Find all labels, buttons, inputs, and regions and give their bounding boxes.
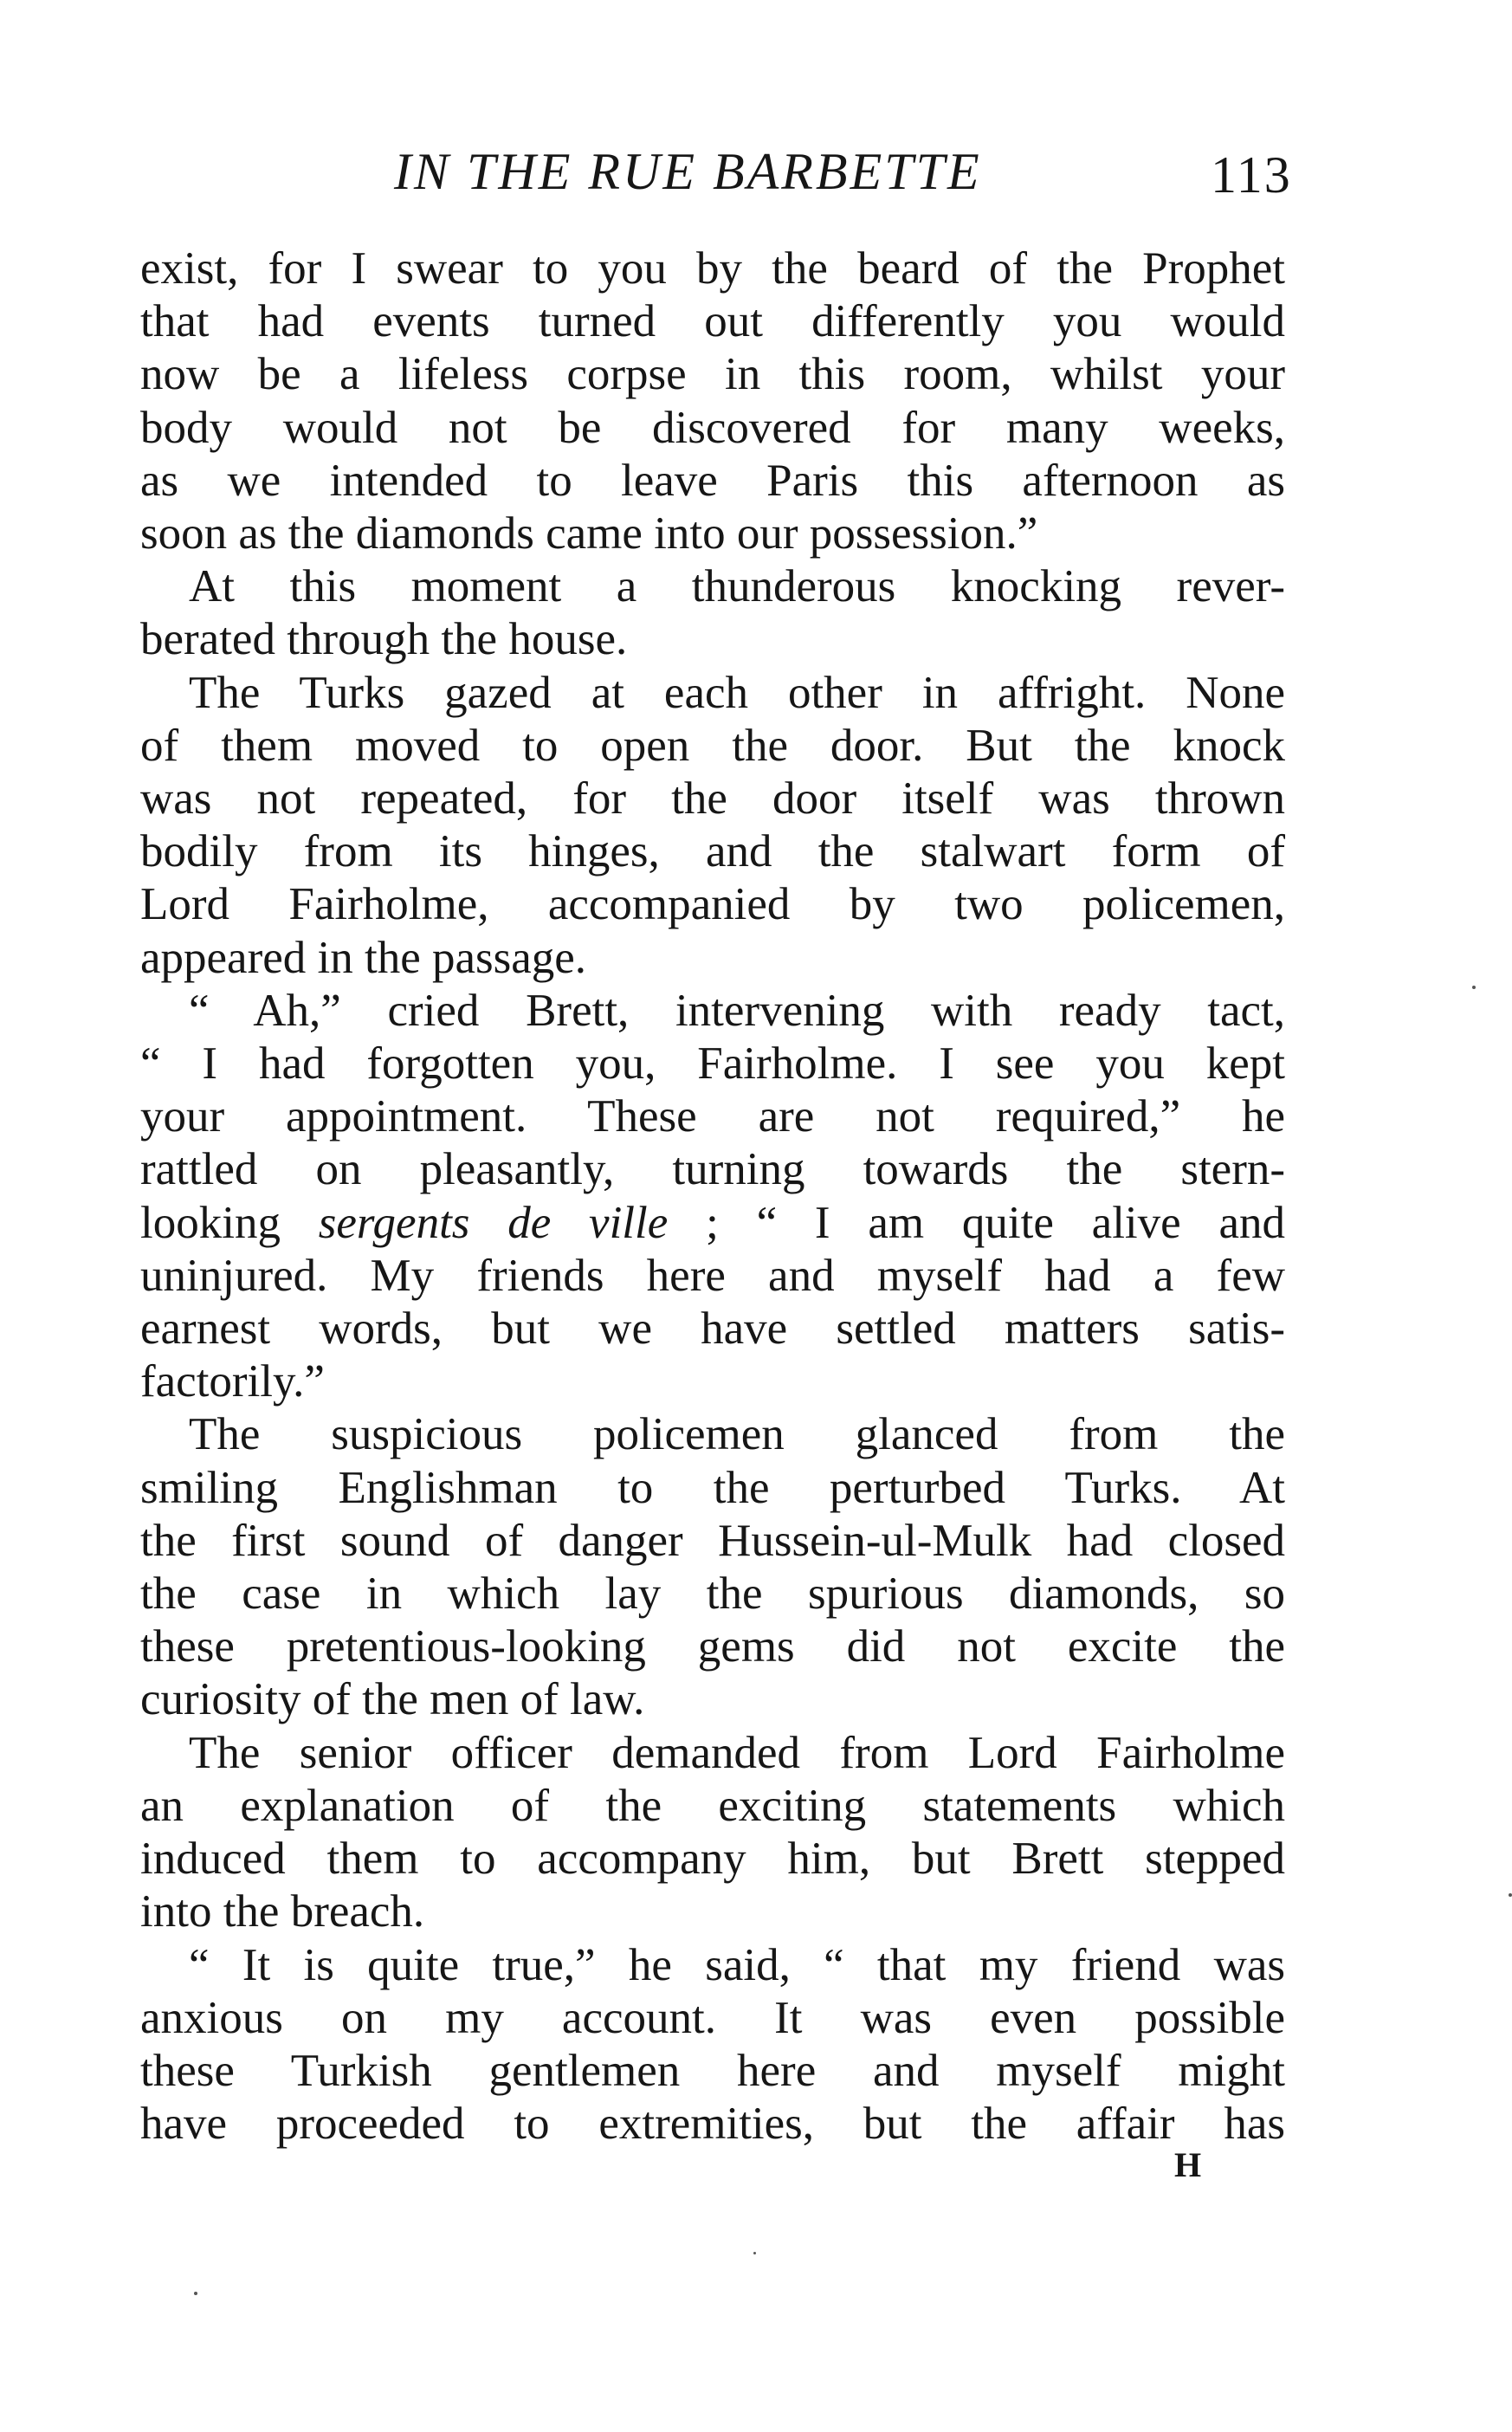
text-line: earnest words, but we have settled matters satis- <box>140 1303 1285 1355</box>
paper-speck <box>194 2292 197 2295</box>
text-line: At this moment a thunderous knocking rever- <box>189 561 1285 612</box>
text-line: Lord Fairholme, accompanied by two policemen, <box>140 879 1285 930</box>
text-line: have proceeded to extremities, but the affair has <box>140 2099 1285 2150</box>
text-line: The suspicious policemen glanced from the <box>189 1409 1285 1460</box>
text-line: soon as the diamonds came into our possession.” <box>140 508 1038 559</box>
text-line: that had events turned out differently you would <box>140 296 1285 347</box>
text-line: rattled on pleasantly, turning towards the stern- <box>140 1144 1285 1195</box>
text-line: as we intended to leave Paris this afternoon as <box>140 455 1285 506</box>
text-line: “ I had forgotten you, Fairholme. I see you kept <box>140 1038 1285 1090</box>
text-line: uninjured. My friends here and myself had a few <box>140 1250 1285 1301</box>
text-line: of them moved to open the door. But the knock <box>140 720 1285 771</box>
text-line: was not repeated, for the door itself was thrown <box>140 773 1285 825</box>
text-line: the first sound of danger Hussein-ul-Mulk had closed <box>140 1515 1285 1566</box>
signature-mark: H <box>1174 2145 1202 2184</box>
text-line: smiling Englishman to the perturbed Turks. At <box>140 1462 1285 1513</box>
text-line: body would not be discovered for many weeks, <box>140 402 1285 453</box>
text-line: “ Ah,” cried Brett, intervening with ready tact, <box>189 985 1285 1036</box>
text-line: appeared in the passage. <box>140 932 587 983</box>
text-line: “ It is quite true,” he said, “ that my friend was <box>189 1939 1285 1990</box>
text-line: The Turks gazed at each other in affright. None <box>189 667 1285 718</box>
page-number: 113 <box>1211 146 1292 204</box>
page-header <box>0 137 1512 206</box>
text-line: these pretentious-looking gems did not excite the <box>140 1621 1285 1672</box>
text-line: into the breach. <box>140 1886 425 1937</box>
text-line: bodily from its hinges, and the stalwart form of <box>140 826 1285 877</box>
paper-speck <box>753 2252 756 2254</box>
italic-phrase: sergents de ville <box>318 1197 669 1248</box>
paper-speck <box>1509 1893 1512 1897</box>
text-line: The senior officer demanded from Lord Fairholme <box>189 1727 1285 1778</box>
paper-speck <box>1472 986 1476 989</box>
text-line: an explanation of the exciting statements which <box>140 1780 1285 1831</box>
text-line: factorily.” <box>140 1356 325 1407</box>
body-text <box>140 243 1285 2151</box>
text-line: your appointment. These are not required,” he <box>140 1091 1285 1142</box>
text-line: the case in which lay the spurious diamonds, so <box>140 1569 1285 1620</box>
text-line: berated through the house. <box>140 614 628 665</box>
text-line: these Turkish gentlemen here and myself might <box>140 2045 1285 2096</box>
text-line: induced them to accompany him, but Brett stepped <box>140 1834 1285 1885</box>
text-line: curiosity of the men of law. <box>140 1674 645 1725</box>
text-line: looking sergents de ville ; “ I am quite alive and <box>140 1197 1285 1248</box>
text-line: now be a lifeless corpse in this room, whilst your <box>140 349 1285 400</box>
text-line: exist, for I swear to you by the beard of the Prophet <box>140 243 1285 294</box>
text-line: anxious on my account. It was even possible <box>140 1992 1285 2043</box>
running-head: IN THE RUE BARBETTE <box>394 143 982 200</box>
